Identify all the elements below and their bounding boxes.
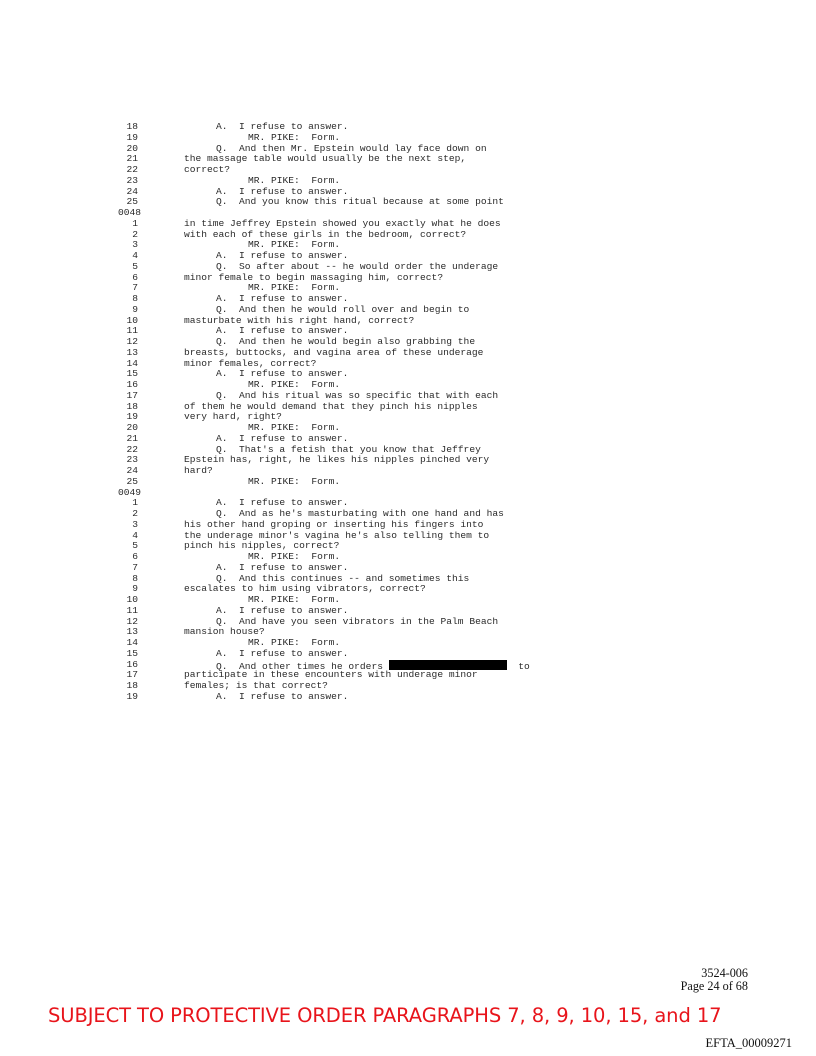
line-number: 20 [126, 142, 138, 154]
line-number: 13 [126, 346, 138, 358]
transcript-line [118, 283, 678, 294]
transcript-line [118, 584, 678, 595]
line-number: 9 [132, 303, 138, 315]
line-number: 16 [126, 658, 138, 670]
line-number: 14 [126, 357, 138, 369]
line-number: 19 [126, 131, 138, 143]
line-number: 19 [126, 411, 138, 423]
line-text-content: pinch his nipples, correct? [184, 540, 340, 552]
transcript-line [118, 122, 678, 133]
line-number: 18 [126, 121, 138, 132]
protective-order-notice: SUBJECT TO PROTECTIVE ORDER PARAGRAPHS 7, 8, 9, 10, 15, and 17 [48, 1004, 722, 1027]
line-text [138, 692, 348, 703]
line-text-content: A. I refuse to answer. [216, 185, 349, 197]
line-text [138, 197, 504, 208]
line-text-content: mansion house? [184, 626, 265, 638]
line-number: 22 [126, 443, 138, 455]
line-text-content: Q. And his ritual was so specific that with each [216, 389, 499, 401]
line-text-content: masturbate with his right hand, correct? [184, 314, 415, 326]
line-text [138, 165, 230, 176]
line-text-content: with each of these girls in the bedroom, correct? [184, 228, 467, 240]
line-number: 14 [126, 637, 138, 648]
line-text-content: of them he would demand that they pinch his nipples [184, 400, 478, 412]
line-number: 25 [126, 196, 138, 208]
transcript-line [118, 638, 678, 649]
line-number: 2 [132, 508, 138, 519]
line-number: 16 [126, 379, 138, 390]
line-number: 10 [126, 314, 138, 326]
transcript-line [118, 681, 678, 692]
line-text-content: MR. PIKE: Form. [248, 379, 341, 390]
transcript-line [118, 369, 678, 380]
transcript-line [118, 649, 678, 660]
transcript-line [118, 552, 678, 563]
line-text-content: MR. PIKE: Form. [248, 131, 341, 143]
line-text-content: A. I refuse to answer. [216, 690, 349, 702]
line-text-content: minor female to begin massaging him, correct? [184, 271, 444, 283]
line-number: 15 [126, 647, 138, 659]
transcript-line [118, 197, 678, 208]
line-number: 3 [132, 239, 138, 251]
line-number: 5 [132, 260, 138, 272]
line-number: 23 [126, 174, 138, 186]
line-number: 7 [132, 282, 138, 294]
line-text-content: A. I refuse to answer. [216, 325, 349, 337]
line-number: 18 [126, 680, 138, 691]
line-text-content: very hard, right? [184, 411, 282, 423]
line-text-content: the massage table would usually be the next step, [184, 153, 467, 165]
line-number: 11 [126, 325, 138, 337]
page-indicator: Page 24 of 68 [680, 979, 748, 993]
transcript-line [118, 541, 678, 552]
line-number: 21 [126, 432, 138, 444]
line-text-content: A. I refuse to answer. [216, 293, 349, 304]
line-text-content: Q. And then he would begin also grabbing the [216, 336, 476, 347]
page-marker-number: 0048 [118, 207, 142, 218]
line-text-content: minor females, correct? [184, 357, 317, 369]
page-marker [118, 488, 678, 499]
transcript-line [118, 273, 678, 284]
line-number: 1 [132, 497, 138, 509]
line-text-content: hard? [184, 465, 213, 476]
line-text-content: Q. And as he's masturbating with one hand and has [216, 508, 504, 519]
line-text-content: participate in these encounters with underage minor [184, 669, 478, 681]
line-text [138, 466, 213, 477]
line-number: 5 [132, 540, 138, 552]
page-marker-number: 0049 [118, 486, 142, 498]
line-number: 4 [132, 250, 138, 261]
line-text-content: A. I refuse to answer. [216, 250, 349, 261]
line-text [138, 649, 348, 660]
line-number: 2 [132, 228, 138, 240]
line-number: 3 [132, 518, 138, 530]
transcript-line [118, 477, 678, 488]
line-text-content: Q. And have you seen vibrators in the Palm Beach [216, 615, 499, 627]
transcript-line [118, 466, 678, 477]
document-reference [681, 967, 748, 993]
line-text-content: A. I refuse to answer. [216, 497, 349, 509]
line-text-content: correct? [184, 164, 231, 175]
line-text [138, 627, 265, 638]
line-number: 23 [126, 454, 138, 466]
line-text-content: A. I refuse to answer. [216, 432, 349, 444]
line-text [138, 477, 340, 488]
transcript-line [118, 692, 678, 703]
line-text-content: the underage minor's vagina he's also telling them to [184, 529, 490, 541]
line-text-content: MR. PIKE: Form. [248, 551, 341, 562]
line-text-content: females; is that correct? [184, 680, 328, 691]
transcript-line [118, 230, 678, 241]
line-number: 24 [126, 185, 138, 197]
transcript-line [118, 240, 678, 251]
line-text-content: Q. So after about -- he would order the underage [216, 260, 499, 272]
transcript-line [118, 595, 678, 606]
line-text-content: MR. PIKE: Form. [248, 282, 341, 294]
line-text-tail: to [518, 660, 530, 672]
redaction-block [389, 660, 507, 670]
transcript-line [118, 627, 678, 638]
line-number: 1 [132, 217, 138, 229]
line-text-content: Q. And then Mr. Epstein would lay face down on [216, 142, 487, 154]
line-text-content: Q. And this continues -- and sometimes this [216, 572, 470, 584]
line-text-content: Q. And you know this ritual because at some point [216, 196, 504, 208]
transcript-line [118, 176, 678, 187]
line-number: 12 [126, 336, 138, 347]
line-text-content: Epstein has, right, he likes his nipples pinched very [184, 454, 490, 466]
line-number: 21 [126, 153, 138, 165]
line-text-content: Q. That's a fetish that you know that Jeffrey [216, 443, 481, 455]
line-text-content: escalates to him using vibrators, correct? [184, 583, 426, 595]
line-text-content: his other hand groping or inserting his fingers into [184, 518, 484, 530]
line-number: 8 [132, 572, 138, 584]
line-number: 12 [126, 615, 138, 627]
line-number: 9 [132, 583, 138, 595]
line-number: 24 [126, 465, 138, 476]
line-number: 7 [132, 561, 138, 573]
line-text-content: breasts, buttocks, and vagina area of these underage [184, 346, 484, 358]
line-number: 17 [126, 389, 138, 401]
line-number: 4 [132, 529, 138, 541]
line-number: 6 [132, 551, 138, 562]
line-text-content: Q. And other times he orders [216, 660, 383, 672]
line-text-content: A. I refuse to answer. [216, 368, 349, 380]
line-number: 25 [126, 475, 138, 487]
line-number: 8 [132, 293, 138, 304]
line-number: 17 [126, 669, 138, 681]
line-text-content: A. I refuse to answer. [216, 121, 349, 132]
line-number: 10 [126, 594, 138, 605]
line-text-content: MR. PIKE: Form. [248, 594, 341, 605]
line-number: 15 [126, 368, 138, 380]
transcript-line [118, 423, 678, 434]
line-text-content: Q. And then he would roll over and begin to [216, 303, 470, 315]
line-text-content: MR. PIKE: Form. [248, 239, 341, 251]
document-number: 3524-006 [701, 966, 748, 980]
line-text-content: MR. PIKE: Form. [248, 174, 341, 186]
line-text-content: MR. PIKE: Form. [248, 422, 341, 433]
transcript-line [118, 359, 678, 370]
line-text-content: A. I refuse to answer. [216, 561, 349, 573]
transcript-line [118, 412, 678, 423]
line-number: 22 [126, 164, 138, 175]
line-number: 18 [126, 400, 138, 412]
transcript-line [118, 316, 678, 327]
line-text-content: A. I refuse to answer. [216, 604, 349, 616]
line-number: 20 [126, 422, 138, 433]
transcript-line [118, 165, 678, 176]
line-text-content: A. I refuse to answer. [216, 647, 349, 659]
line-number: 11 [126, 604, 138, 616]
line-text-content: MR. PIKE: Form. [248, 475, 341, 487]
line-text-content: in time Jeffrey Epstein showed you exactly what he does [184, 217, 501, 229]
line-number: 6 [132, 271, 138, 283]
bates-number: EFTA_00009271 [705, 1036, 792, 1050]
line-text-content: MR. PIKE: Form. [248, 637, 341, 648]
line-number: 13 [126, 626, 138, 638]
deposition-transcript [118, 122, 678, 703]
line-number: 19 [126, 690, 138, 702]
